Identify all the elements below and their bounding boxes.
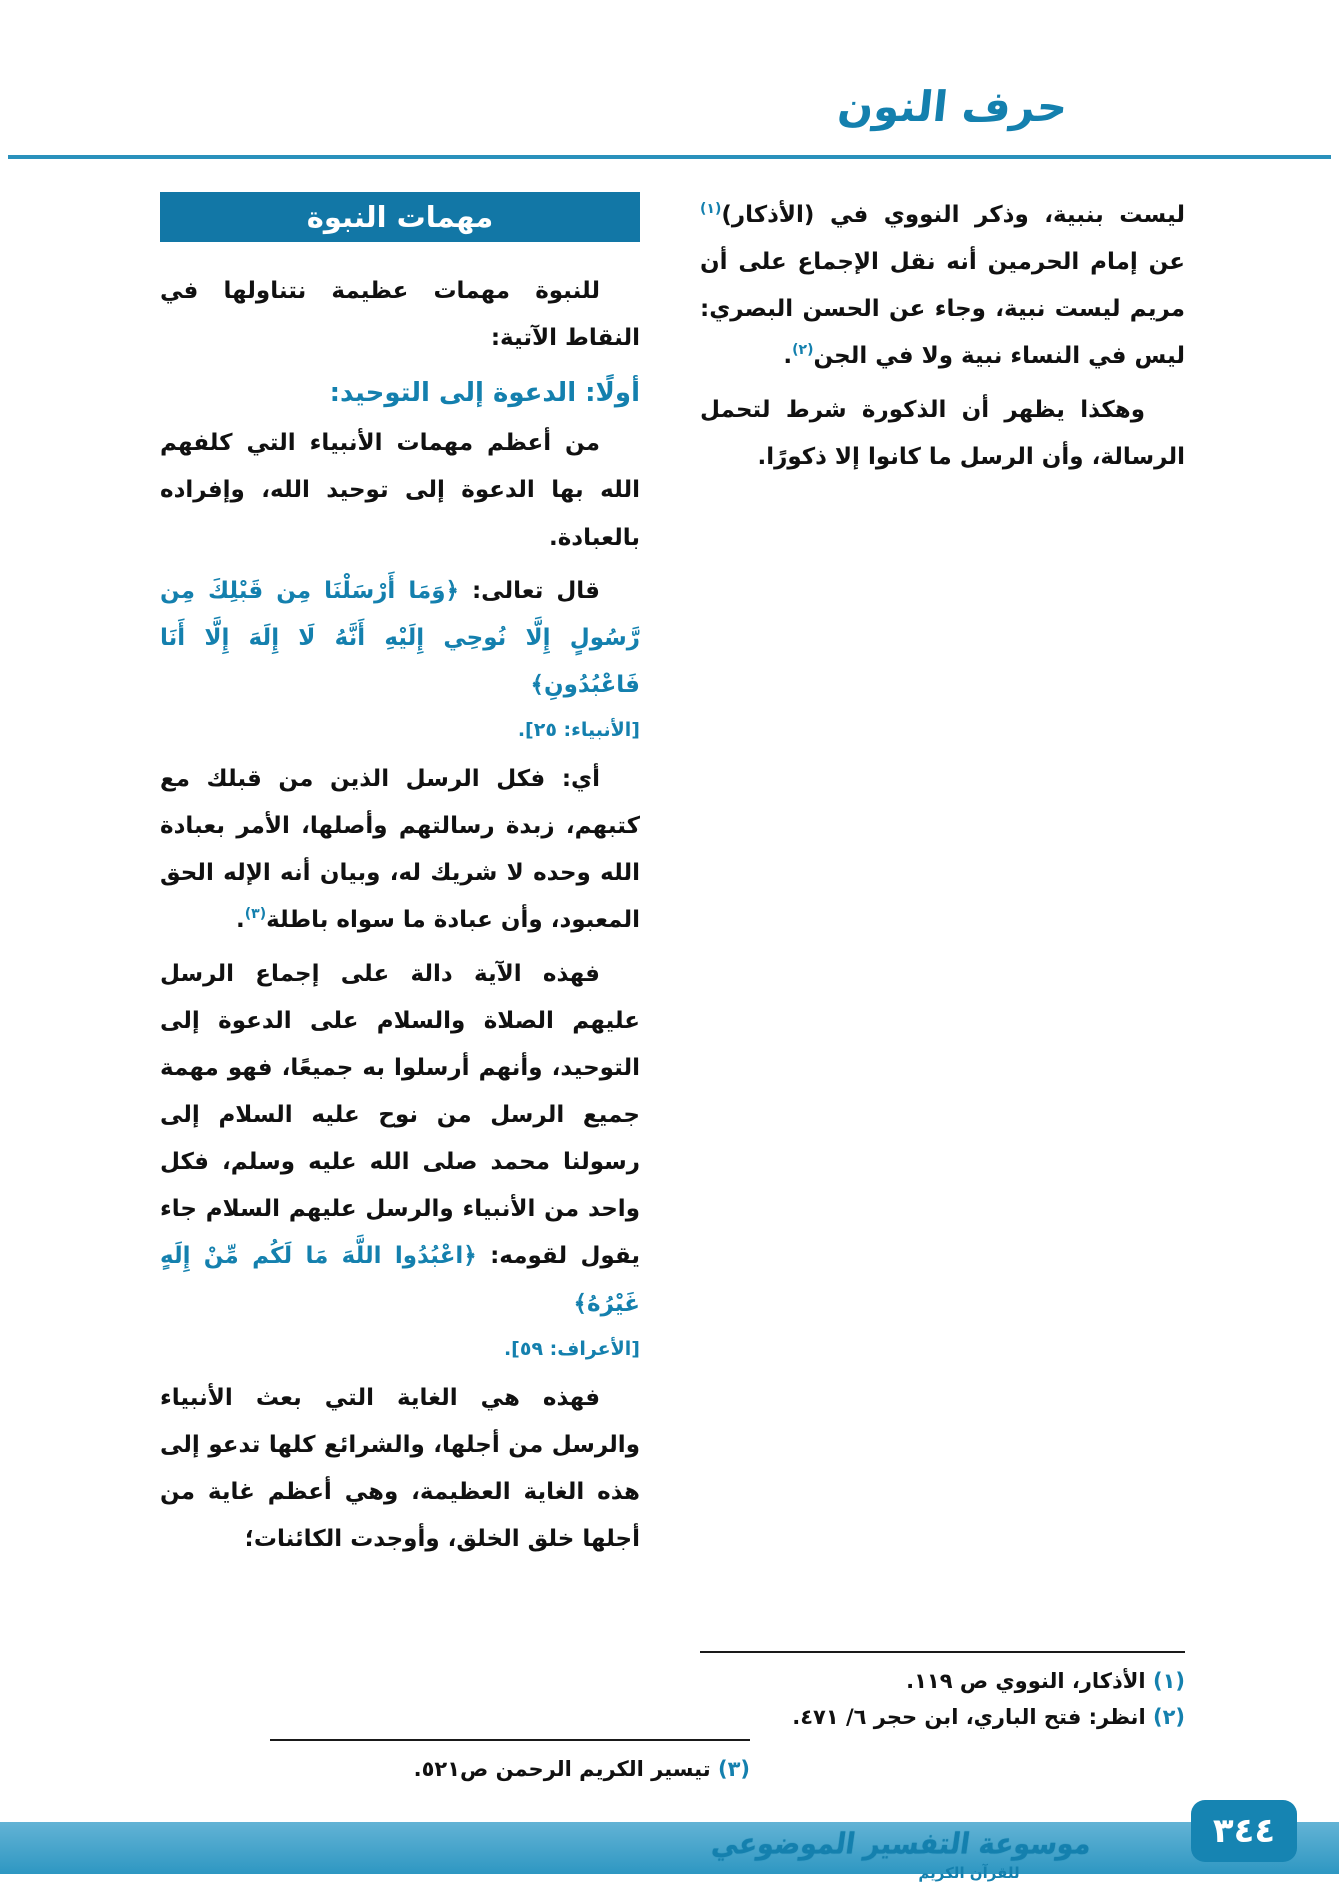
paragraph-text: فكل الرسل الذين من قبلك مع كتبهم، زبدة رسالتهم وأصلها، الأمر بعبادة الله وحده لا شريك له، وبيان أنه الإله الحق المعبود، وأن عبادة ما سواه باطلة	[160, 766, 640, 934]
left-footnotes	[270, 1739, 750, 1790]
logo-subtitle: للقرآن الكريم	[918, 1864, 1020, 1882]
quran-verse: ﴿وَمَا أَرْسَلْنَا مِن قَبْلِكَ مِن رَّسُولٍ إِلَّا نُوحِي إِلَيْهِ أَنَّهُ لَا إِلَهَ إِلَّا أَنَا فَاعْبُدُونِ﴾	[160, 577, 640, 698]
footnote-text: انظر: فتح الباري، ابن حجر ٦/ ٤٧١.	[792, 1705, 1153, 1730]
page-number-badge	[1191, 1800, 1297, 1862]
paragraph-text: فهذه الآية دالة على إجماع الرسل عليهم الصلاة والسلام على الدعوة إلى التوحيد، وأنهم أرسلوا به جميعًا، فهو مهمة جميع الرسل من نوح عليه السلام إلى رسولنا محمد صلى الله عليه وسلم، فكل واحد من الأنبياء والرسل عليهم السلام جاء يقول لقومه:	[160, 960, 641, 1270]
footnote-number: (٢)	[1152, 1705, 1185, 1730]
footnote-number: (١)	[1152, 1668, 1185, 1693]
section-title: مهمات النبوة	[160, 192, 640, 242]
verse-reference: [الأعراف: ٥٩].	[503, 1337, 640, 1360]
chapter-title: حرف النون	[835, 82, 1070, 131]
header-divider	[8, 155, 1331, 159]
verse-reference: [الأنبياء: ٢٥].	[517, 719, 640, 742]
logo-title: موسوعة التفسير الموضوعي	[709, 1827, 1094, 1862]
footer-bar	[0, 1822, 1339, 1874]
footnote-text: الأذكار، النووي ص ١١٩.	[906, 1668, 1153, 1693]
paragraph-text: .	[236, 907, 245, 934]
footnote-1	[700, 1665, 1185, 1698]
paragraph: فهذه هي الغاية التي بعث الأنبياء والرسل من أجلها، والشرائع كلها تدعو إلى هذه الغاية العظيمة، وهي أعظم غاية من أجلها خلق الخلق، وأوجدت الكائنات؛	[160, 1384, 640, 1553]
footnote-text: تيسير الكريم الرحمن ص٥٢١.	[413, 1757, 718, 1782]
footnote-marker-2: (٢)	[792, 342, 814, 359]
paragraph-text: عن إمام الحرمين أنه نقل الإجماع على أن مريم ليست نبية، وجاء عن الحسن البصري: ليس في النساء نبية ولا في الجن	[700, 249, 1185, 370]
paragraph-text: قال تعالى:	[458, 577, 600, 604]
intro-paragraph: للنبوة مهمات عظيمة نتناولها في النقاط الآتية:	[160, 278, 640, 352]
page-number: ٣٤٤	[1212, 1811, 1276, 1851]
footnote-2	[700, 1701, 1185, 1734]
paragraph: وهكذا يظهر أن الذكورة شرط لتحمل الرسالة، وأن الرسل ما كانوا إلا ذكورًا.	[700, 396, 1185, 470]
paragraph-lead: أي:	[561, 766, 600, 793]
page-body	[160, 192, 1185, 1790]
subsection-heading: أولًا: الدعوة إلى التوحيد:	[329, 378, 640, 409]
continuation-paragraph	[700, 192, 1185, 381]
right-footnotes	[700, 1651, 1185, 1738]
paragraph-text: ليست بنبية، وذكر النووي في (الأذكار)	[721, 202, 1185, 228]
footnote-3	[270, 1753, 750, 1786]
footnote-marker-3: (٣)	[244, 906, 267, 923]
footnote-marker-1: (١)	[700, 201, 722, 217]
left-column	[160, 192, 750, 1790]
paragraph-with-verse	[160, 951, 640, 1369]
publisher-logo	[709, 1827, 1094, 1882]
verse-paragraph	[160, 568, 640, 750]
footnote-number: (٣)	[717, 1757, 750, 1782]
paragraph	[160, 756, 640, 945]
footnote-divider	[270, 1739, 750, 1741]
footnote-divider	[700, 1651, 1185, 1653]
paragraph: من أعظم مهمات الأنبياء التي كلفهم الله بها الدعوة إلى توحيد الله، وإفراده بالعبادة.	[160, 430, 640, 551]
right-column	[700, 192, 1185, 1790]
paragraph-text: .	[783, 343, 793, 370]
quran-verse: ﴿اعْبُدُوا اللَّهَ مَا لَكُم مِّنْ إِلَهٍ غَيْرُهُ﴾	[160, 1243, 640, 1317]
